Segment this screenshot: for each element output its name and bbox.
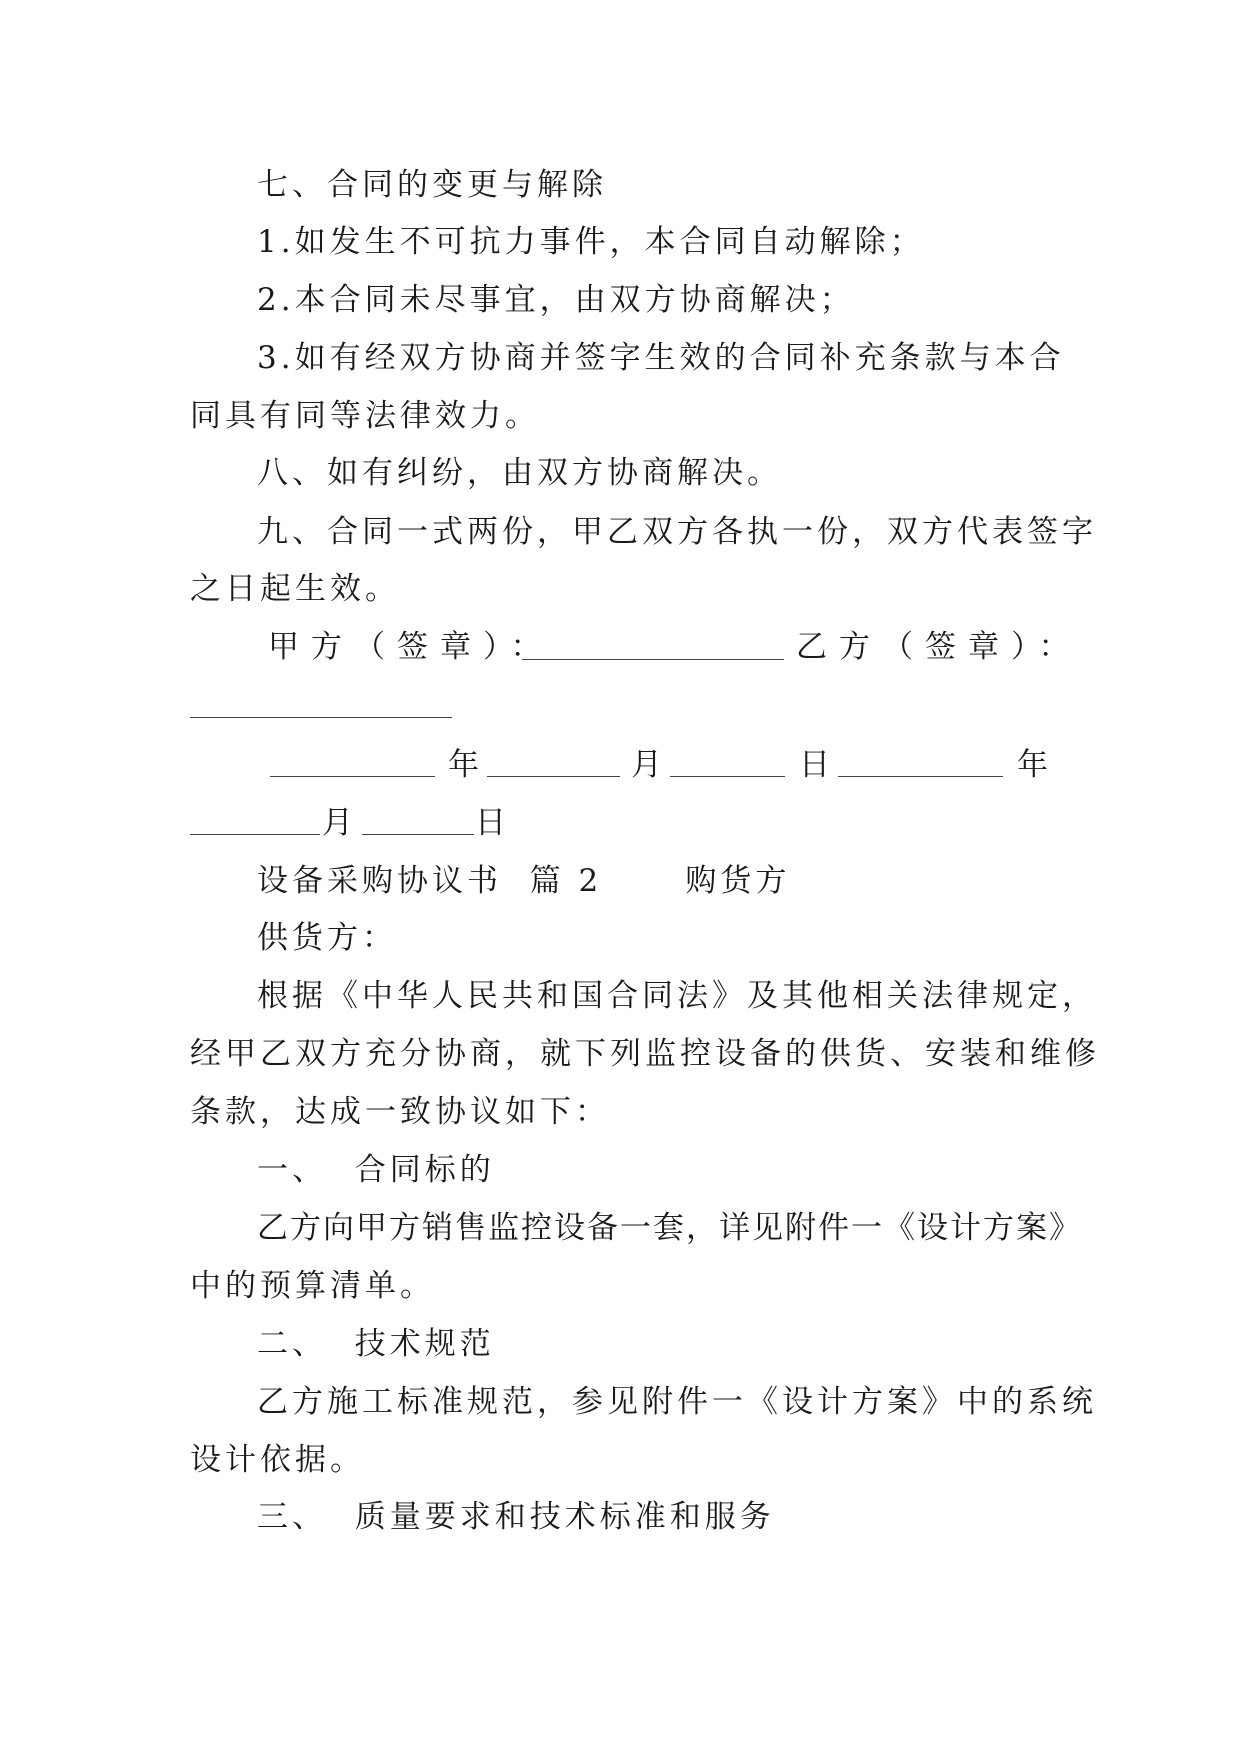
party-b-month-blank [190, 834, 320, 835]
section-1-heading: 一、 合同标的 [257, 1152, 495, 1188]
preamble-line1: 根据《中华人民共和国合同法》及其他相关法律规定， [257, 978, 1097, 1014]
clause-7-3-line2: 同具有同等法律效力。 [190, 398, 540, 434]
party-b-year-blank [838, 776, 1003, 777]
section-3-heading: 三、 质量要求和技术标准和服务 [257, 1499, 775, 1535]
party-b-signature-label: 乙方（签章）： [796, 629, 1082, 665]
supplier-label: 供货方： [257, 920, 397, 956]
party-a-signature-blank [522, 659, 784, 660]
party-a-month-blank [487, 776, 620, 777]
party-b-day-label: 日 [475, 805, 510, 841]
section-1-body-line1: 乙方向甲方销售监控设备一套，详见附件一《设计方案》 [257, 1210, 1082, 1246]
preamble-line3: 条款，达成一致协议如下： [190, 1094, 610, 1130]
party-a-day-blank [670, 776, 785, 777]
party-a-year-label: 年 [448, 747, 483, 783]
section-2-body-line1: 乙方施工标准规范，参见附件一《设计方案》中的系统 [257, 1384, 1097, 1420]
party-b-year-label: 年 [1017, 747, 1052, 783]
section-8: 八、如有纠纷，由双方协商解决。 [257, 455, 782, 491]
party-a-day-label: 日 [799, 747, 834, 783]
section-1-body-line2: 中的预算清单。 [190, 1268, 435, 1304]
section-9-line1: 九、合同一式两份，甲乙双方各执一份，双方代表签字 [257, 514, 1097, 550]
section-9-line2: 之日起生效。 [190, 571, 400, 607]
clause-7-1: 1.如发生不可抗力事件，本合同自动解除； [257, 224, 925, 260]
party-b-month-label: 月 [322, 805, 357, 841]
section-2-heading: 二、 技术规范 [257, 1326, 495, 1362]
party-b-day-blank [362, 834, 474, 835]
clause-7-2: 2.本合同未尽事宜，由双方协商解决； [257, 282, 855, 318]
clause-7-3-line1: 3.如有经双方协商并签字生效的合同补充条款与本合 [257, 340, 1065, 376]
section-heading-7: 七、合同的变更与解除 [257, 167, 607, 203]
section-2-body-line2: 设计依据。 [190, 1442, 365, 1478]
preamble-line2: 经甲乙双方充分协商，就下列监控设备的供货、安装和维修 [190, 1036, 1100, 1072]
party-b-signature-blank [190, 717, 452, 718]
party-a-year-blank [270, 776, 435, 777]
agreement-2-title: 设备采购协议书 篇 2 购货方 [257, 863, 791, 899]
party-a-month-label: 月 [631, 747, 666, 783]
party-a-signature-label: 甲方（签章）： [268, 629, 554, 665]
